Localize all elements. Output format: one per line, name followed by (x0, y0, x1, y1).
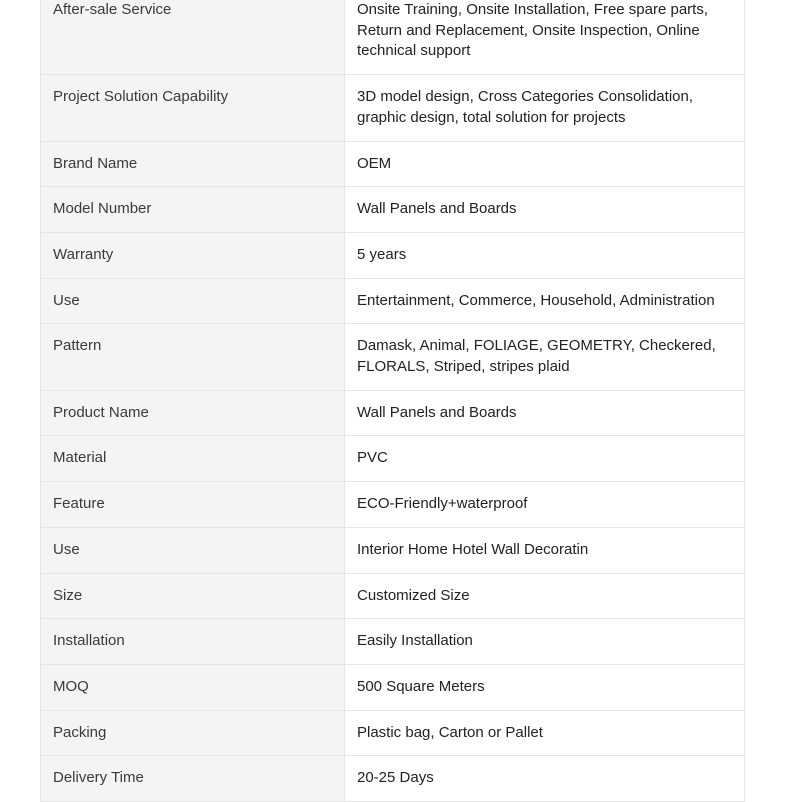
spec-value: OEM (345, 141, 745, 187)
spec-value: Entertainment, Commerce, Household, Administration (345, 278, 745, 324)
spec-value: Interior Home Hotel Wall Decoratin (345, 527, 745, 573)
spec-value: Plastic bag, Carton or Pallet (345, 710, 745, 756)
spec-value: PVC (345, 436, 745, 482)
spec-row-project-solution-capability (41, 75, 745, 141)
spec-value: 5 years (345, 232, 745, 278)
spec-value: ECO-Friendly+waterproof (345, 482, 745, 528)
spec-key: Brand Name (41, 141, 345, 187)
spec-table-body (41, 0, 745, 802)
spec-key: Project Solution Capability (41, 75, 345, 141)
spec-value: 500 Square Meters (345, 664, 745, 710)
spec-key: Feature (41, 482, 345, 528)
spec-row-after-sale-service (41, 0, 745, 75)
spec-row-model-number (41, 187, 745, 233)
product-spec-table (40, 0, 745, 802)
spec-row-packing (41, 710, 745, 756)
spec-value: Damask, Animal, FOLIAGE, GEOMETRY, Checkered, FLORALS, Striped, stripes plaid (345, 324, 745, 390)
spec-key: Installation (41, 619, 345, 665)
spec-row-warranty (41, 232, 745, 278)
spec-row-brand-name (41, 141, 745, 187)
spec-row-use-2 (41, 527, 745, 573)
spec-key: After-sale Service (41, 0, 345, 75)
spec-key: Use (41, 278, 345, 324)
spec-key: Product Name (41, 390, 345, 436)
spec-value: Easily Installation (345, 619, 745, 665)
spec-key: Packing (41, 710, 345, 756)
spec-row-product-name (41, 390, 745, 436)
spec-key: Use (41, 527, 345, 573)
spec-value: Customized Size (345, 573, 745, 619)
spec-key: MOQ (41, 664, 345, 710)
spec-row-installation (41, 619, 745, 665)
spec-value: Wall Panels and Boards (345, 390, 745, 436)
spec-key: Warranty (41, 232, 345, 278)
spec-key: Delivery Time (41, 756, 345, 802)
spec-value: 20-25 Days (345, 756, 745, 802)
spec-value: Wall Panels and Boards (345, 187, 745, 233)
spec-value: Onsite Training, Onsite Installation, Free spare parts, Return and Replacement, Onsite Inspection, Online technical support (345, 0, 745, 75)
spec-key: Model Number (41, 187, 345, 233)
spec-row-size (41, 573, 745, 619)
spec-row-use (41, 278, 745, 324)
spec-key: Pattern (41, 324, 345, 390)
spec-row-moq (41, 664, 745, 710)
spec-row-material (41, 436, 745, 482)
spec-row-feature (41, 482, 745, 528)
spec-row-delivery-time (41, 756, 745, 802)
spec-key: Material (41, 436, 345, 482)
spec-key: Size (41, 573, 345, 619)
spec-value: 3D model design, Cross Categories Consolidation, graphic design, total solution for projects (345, 75, 745, 141)
spec-row-pattern (41, 324, 745, 390)
